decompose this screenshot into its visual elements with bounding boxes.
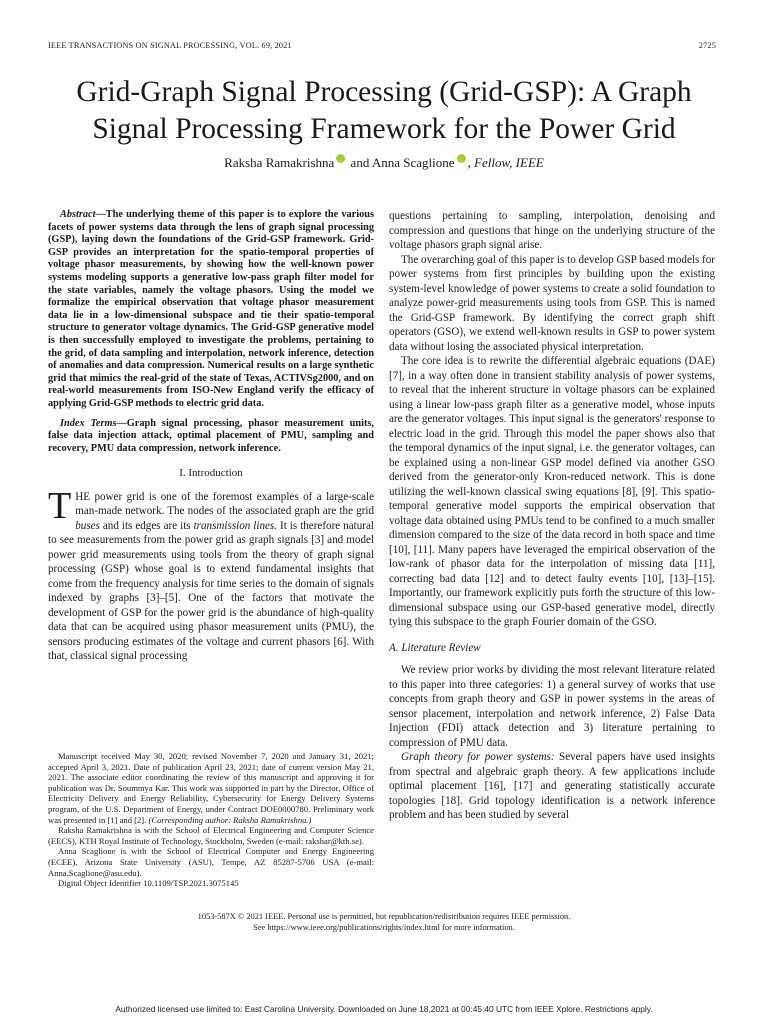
body-paragraph [389,750,715,823]
intro-term-lines: transmission lines [193,519,275,532]
abstract [48,209,374,411]
index-terms [48,418,374,456]
download-notice: Authorized licensed use limited to: East Carolina University. Downloaded on June 18,2021 at 00:45:40 UTC from IEEE Xplore. Restrictions apply. [115,1004,653,1014]
paragraph-text: Several papers have used insights from spectral and algebraic graph theory. A few applications include optimal placement [16], [17] and generating statistically accurate topologies [18]. Grid topology identification is a network inference problem and has been studied by several [389,751,715,821]
right-column [389,209,715,823]
paragraph-lead: Graph theory for power systems: [401,751,555,763]
footnote-doi: Digital Object Identifier 10.1109/TSP.2021.3075145 [58,878,239,889]
body-paragraph: The overarching goal of this paper is to develop GSP based models for power systems from first principles by building upon the existing system-level knowledge of power systems to create a solid foundation to analyze power-grid measurements using tools from GSP. This is named the Grid-GSP framework. By identifying the correct graph shift operators (GSO), we extend well-known results in GSP to power system data without losing the associated physical interpretation. [389,253,715,353]
left-column [48,209,374,664]
orcid-icon[interactable] [457,154,466,163]
corresponding-author: (Corresponding author: Raksha Ramakrishna.) [148,814,312,825]
paper-title: Grid-Graph Signal Processing (Grid-GSP): A Graph Signal Processing Framework for the Power Grid [76,76,692,145]
drop-cap: T [48,484,72,527]
page-number: 2725 [698,41,716,50]
copyright-notice [0,911,768,933]
body-paragraph: The core idea is to rewrite the differential algebraic equations (DAE) [7], in a way often done in transient stability analysis of power systems, to reveal that the inherent structure in voltage phasors can be explained using a linear low-pass graph filter as a generative model, whose inputs are the generator voltages. This input signal is the generators' response to electric load in the grid. Through this model the paper shows also that the temporal dynamics of the input signal, i.e. the generator voltages, can be explained using a non-linear GSP model defined via another GSO derived from the generator-only Kron-reduced network. This is done utilizing the well-known classical swing equations [8], [9]. This spatio-temporal generative model supports the empirical observation that voltage data obtained using PMUs tend to be confined to a much smaller dimension compared to the size of the data record in both space and time [10], [11]. Many papers have leveraged the empirical observation of the low-rank of phasor data for the interpolation of missing data [11], correcting bad data [12] and to detect faulty events [10], [13]–[15]. Importantly, our framework explicitly puts forth the structure of this low-dimensional subspace using our GSP-based generative model, directly tying this subspace to the graph Fourier domain of the GSO. [389,355,715,628]
intro-text-b: and its edges are its [99,519,194,532]
abstract-label: Abstract [60,209,96,220]
index-terms-label: Index Terms [60,417,117,429]
rights-link-line: See https://www.ieee.org/publications/rights/index.html for more information. [253,923,515,932]
index-terms-text: —Graph signal processing, phasor measurement units, false data injection attack, optimal placement of PMU, sampling and recovery, PMU data compression, network inference. [48,417,374,454]
intro-term-buses: buses [75,519,100,532]
body-paragraph: questions pertaining to sampling, interpolation, denoising and compression and questions that hinge on the underlying structure of the voltage phasors graph signal arise. [389,210,715,251]
orcid-icon[interactable] [336,154,345,163]
footnote-author1: Raksha Ramakrishna is with the School of Electrical Engineering and Computer Science (EECS), KTH Royal Institute of Technology, Stockholm, Sweden (e-mail: rakshar@kth.se). [48,825,374,846]
abstract-text: —The underlying theme of this paper is to explore the various facets of power systems data through the lens of graph signal processing (GSP), laying down the foundations of the Grid-GSP framework. Grid-GSP provides an interpretation for the spatio-temporal properties of voltage phasor measurements, by showing how the well-known power systems modeling supports a generative low-pass graph filter model for the state variables, namely the voltage phasors. Using the model we formalize the empirical observation that voltage phasor measurement data lie in a low-dimensional subspace and tie their spatio-temporal structure to generator voltage dynamics. The Grid-GSP generative model is then successfully employed to investigate the problems, pertaining to the grid, of data sampling and interpolation, network inference, detection of anomalies and data compression. Numerical results on a large synthetic grid that mimics the real-grid of the state of Texas, ACTIVSg2000, and on real-world measurements from ISO-New England verify the efficacy of applying Grid-GSP methods to electric grid data. [48,209,374,409]
intro-text-c: . It is therefore natural to see measurements from the power grid as graph signals [3] and model power grid measurements using tools from the theory of graph signal processing (GSP) whose goal is to extend fundamental insights that come from the frequency analysis for time series to the domain of signals indexed by graphs [3]–[5]. One of the factors that motivate the development of GSP for the power grid is the abundance of high-quality data that can be acquired using phasor measurement units (PMU), the sensors producing estimates of the voltage and current phasors [6]. With that, classical signal processing [48,519,374,663]
footnotes [48,751,374,889]
intro-text-a: HE power grid is one of the foremost examples of a large-scale man-made network. The nodes of the associated graph are the grid [75,490,374,518]
author-name: Raksha Ramakrishna [224,155,335,170]
author-line [0,154,768,171]
footnote-manuscript [48,751,374,825]
footnote-manuscript-text: Manuscript received May 30, 2020; revised November 7, 2020 and January 31, 2021; accepted April 3, 2021. Date of publication April 23, 2021; date of current version May 21, 2021. The associate editor coordinating the review of this manuscript and approving it for publication was Dr. Soummya Kar. This work was supported in part by the Director, Office of Electricity Delivery and Energy Reliability, Cybersecurity for Energy Delivery Systems program, of the U.S. Department of Energy, under Contract DOE0000780. Preliminary work was presented in [1] and [2]. [48,751,374,825]
author-affiliation: , Fellow, IEEE [467,155,544,170]
intro-paragraph [48,484,374,664]
author-connector: and Anna Scaglione [350,155,455,170]
subsection-heading: A. Literature Review [389,641,481,654]
footnote-author2: Anna Scaglione is with the School of Electrical Computer and Energy Engineering (ECEE), Arizona State University (ASU), Tempe, AZ 85287-5706 USA (e-mail: Anna.Scaglione@asu.edu). [48,846,374,878]
journal-header: IEEE TRANSACTIONS ON SIGNAL PROCESSING, VOL. 69, 2021 [48,41,292,50]
section-heading: I. Introduction [179,467,243,480]
copyright-line: 1053-587X © 2021 IEEE. Personal use is permitted, but republication/redistribution requires IEEE permission. [197,912,571,921]
body-paragraph: We review prior works by dividing the most relevant literature related to this paper into three categories: 1) a general survey of works that use concepts from graph theory and GSP in power systems in the areas of sensor placement, interpolation and network inference, 2) False Data Injection (FDI) attack detection and 3) literature pertaining to compression of PMU data. [389,664,715,749]
